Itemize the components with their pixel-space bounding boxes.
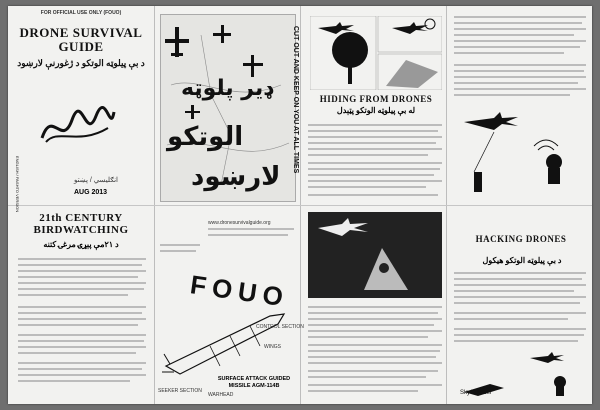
silhouette-map <box>160 14 296 202</box>
skygrabber-label: SkyGrabber <box>460 390 493 396</box>
language-native: انګلیسي / پښتو <box>73 177 118 184</box>
hiding-title: HIDING FROM DRONES <box>319 94 433 104</box>
night-sky-illustration <box>308 212 442 298</box>
missile-label: SURFACE ATTACK GUIDED MISSILE AGM-114B <box>217 376 291 389</box>
drone-survival-guide-poster <box>8 6 592 404</box>
bird-title: 21th CENTURY BIRDWATCHING <box>33 212 129 236</box>
cover-title: DRONE SURVIVAL GUIDE <box>19 25 143 54</box>
laptop-illustration <box>460 348 580 396</box>
fouo-notice: FOR OFFICIAL USE ONLY (FOUO) <box>40 10 122 16</box>
cover-version: AUG 2013 <box>74 189 108 196</box>
svg-text:ډیر پلوټه: ډیر پلوټه <box>181 76 274 101</box>
cut-out-instruction: CUT OUT AND KEEP ON YOU AT ALL TIMES <box>292 26 299 174</box>
part-warhead: WARHEAD <box>208 392 234 398</box>
missile-drawing <box>160 306 300 376</box>
fold-line <box>8 205 592 206</box>
part-control: CONTROL SECTION <box>256 324 304 330</box>
signal-illustrations <box>454 102 586 202</box>
signature-scribble <box>38 98 118 153</box>
url-text: www.dronesurvivalguide.org <box>208 220 271 226</box>
map-silhouettes <box>161 15 295 201</box>
svg-text:الوتکو: الوتکو <box>167 122 244 152</box>
part-wings: WINGS <box>264 344 281 350</box>
hiding-pashto: له بې پیلوټه الوتکو پټېدل <box>336 106 416 115</box>
night-drone-art <box>308 212 442 298</box>
svg-text:لارښود: لارښود <box>191 162 281 192</box>
hacking-pashto: د بې پیلوټه الوتکو هیکول <box>482 256 562 265</box>
hiding-illustrations <box>310 16 442 90</box>
part-seeker: SEEKER SECTION <box>158 388 202 394</box>
language-tag: ENGLISH / PASHTO VERSION <box>15 156 20 213</box>
fouo-stamp: FOUO <box>188 269 291 313</box>
cover-pashto-title: د بې پیلوټه الوتکو د ژغورنې لارښود <box>17 58 145 68</box>
hacking-title: HACKING DRONES <box>475 234 567 244</box>
bird-pashto: د ۲۱مې پېړۍ مرغۍ کتنه <box>43 240 119 249</box>
